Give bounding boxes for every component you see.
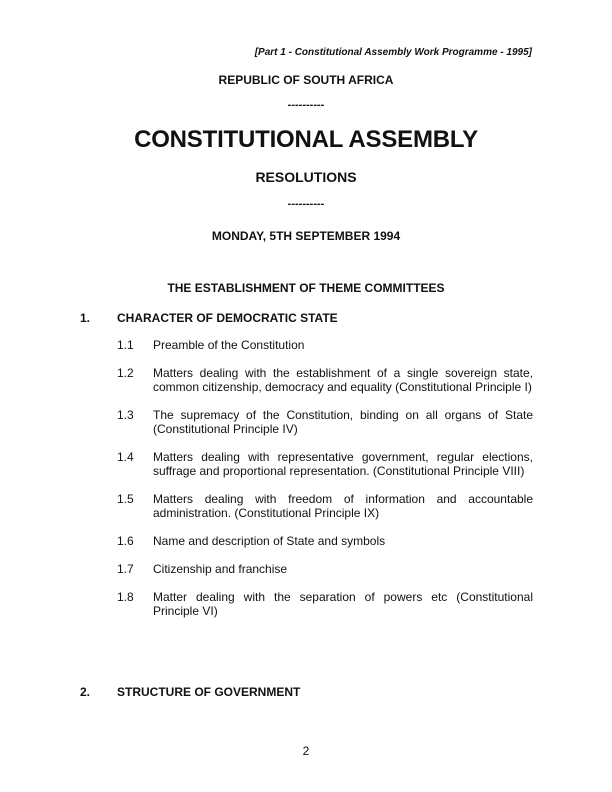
page-number: 2 — [302, 744, 310, 758]
item-text: Matters dealing with freedom of information and accountable administration. (Constitutional Principle IX) — [153, 492, 533, 520]
item-number: 1.4 — [117, 450, 134, 464]
list-item — [117, 366, 533, 394]
page-title: CONSTITUTIONAL ASSEMBLY — [134, 126, 478, 153]
item-text: Citizenship and franchise — [153, 562, 288, 576]
list-item — [117, 492, 533, 520]
item-text: Matters dealing with representative government, regular elections, suffrage and proportional representation. (Constitutional Principle VIII) — [153, 450, 533, 478]
item-text: The supremacy of the Constitution, binding on all organs of State (Constitutional Principle IV) — [153, 408, 533, 436]
list-item — [117, 338, 533, 352]
page-subtitle: RESOLUTIONS — [255, 169, 357, 185]
list-item — [117, 534, 533, 548]
item-number: 1.7 — [117, 562, 134, 576]
item-number: 1.1 — [117, 338, 134, 352]
item-text: Matters dealing with the establishment of a single sovereign state, common citizenship, democracy and equality (Constitutional Principle I) — [153, 366, 533, 394]
section-title: STRUCTURE OF GOVERNMENT — [117, 685, 301, 699]
list-item — [117, 562, 533, 576]
list-item — [117, 450, 533, 478]
section-number: 2. — [80, 685, 91, 699]
list-item — [117, 408, 533, 436]
section-title: CHARACTER OF DEMOCRATIC STATE — [117, 311, 338, 325]
item-text: Name and description of State and symbols — [153, 534, 386, 548]
item-text: Matter dealing with the separation of powers etc (Constitutional Principle VI) — [153, 590, 533, 618]
item-text: Preamble of the Constitution — [153, 338, 305, 352]
section-heading: THE ESTABLISHMENT OF THEME COMMITTEES — [167, 281, 445, 295]
item-number: 1.3 — [117, 408, 134, 422]
item-number: 1.2 — [117, 366, 134, 380]
section-1-items — [117, 338, 533, 632]
item-number: 1.6 — [117, 534, 134, 548]
divider-rule-top: ---------- — [287, 99, 325, 111]
list-item — [117, 590, 533, 618]
republic-heading: REPUBLIC OF SOUTH AFRICA — [218, 73, 394, 87]
item-number: 1.8 — [117, 590, 134, 604]
section-number: 1. — [80, 311, 91, 325]
item-number: 1.5 — [117, 492, 134, 506]
meeting-date: MONDAY, 5TH SEPTEMBER 1994 — [211, 229, 401, 243]
divider-rule-bottom: ---------- — [287, 198, 325, 210]
header-note: [Part 1 - Constitutional Assembly Work Programme - 1995] — [254, 47, 532, 58]
